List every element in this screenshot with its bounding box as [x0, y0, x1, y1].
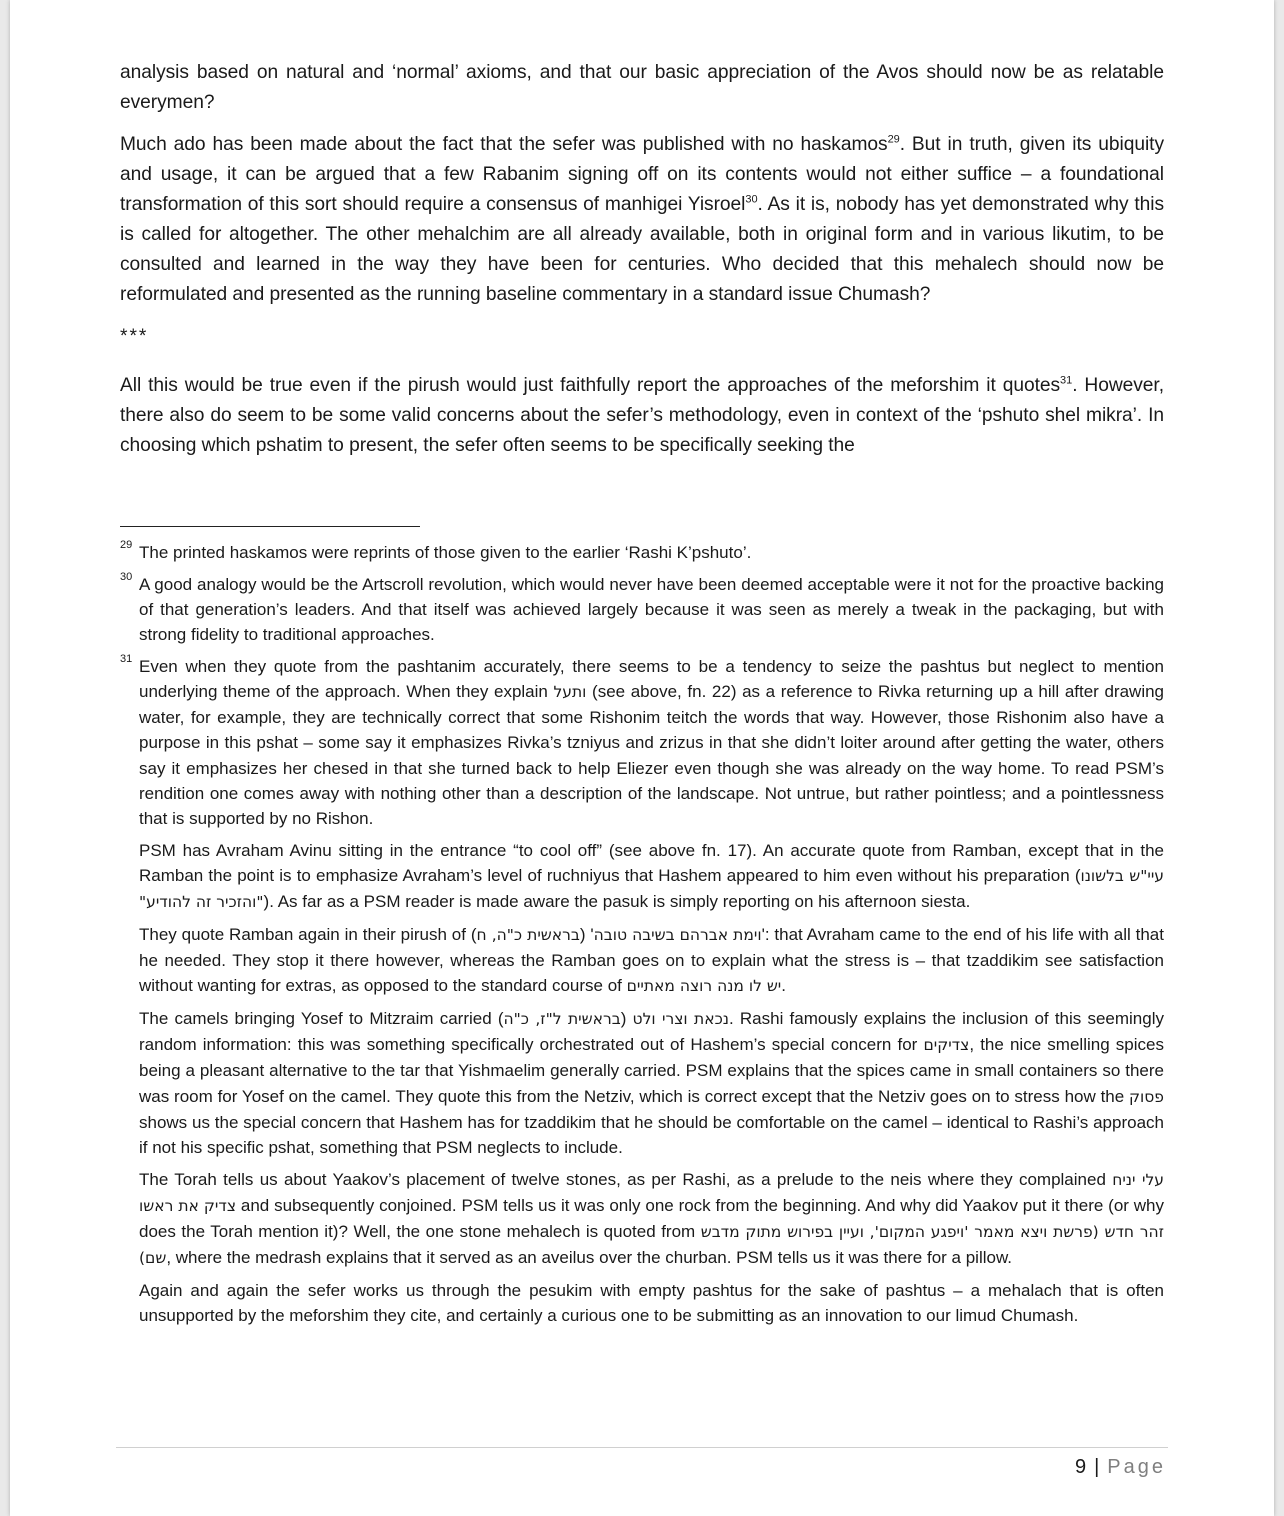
footnote-separator-line — [120, 526, 420, 527]
hebrew-text: ותעל — [553, 683, 587, 702]
footnote-31-paragraph-4 — [139, 1006, 1164, 1160]
footnote-text: (see above, fn. 22) as a reference to Rivka returning up a hill after drawing water, for example, they are technically correct that some Rishonim teitch the words that way. However, those Rishonim also have a purpose in this pshat – some say it emphasizes Rivka’s tzniyus and zrizus in that she didn’t loiter around after getting the water, others say it emphasizes her chesed in that she turned back to help Eliezer even though she was already on the way home. To read PSM’s rendition one comes away with nothing other than a description of the landscape. Not untrue, but rather pointless; and a pointlessness that is supported by no Rishon. — [139, 682, 1165, 829]
body-text — [120, 58, 1164, 473]
paragraph-3-text: . However, there also do seem to be some valid concerns about the sefer’s methodology, even in context of the ‘pshuto shel mikra’. In choosing which pshatim to present, the sefer often seems to be specifically seeking the — [120, 375, 1164, 456]
page-number: 9 — [1074, 1456, 1087, 1478]
footnote-text: ) — [620, 1008, 633, 1028]
hebrew-text: נכאת וצרי ולט — [632, 1009, 729, 1028]
footnote-text: . — [781, 976, 786, 996]
footnote-text: The Torah tells us about Yaakov’s placement of twelve stones, as per Rashi, as a prelude to the neis where they complained — [139, 1169, 1113, 1189]
footnote-31-paragraph-6 — [139, 1278, 1164, 1328]
footnote-text: , where the medrash explains that it served as an aveilus over the churban. PSM tells us it was there for a pillow. — [166, 1248, 1013, 1268]
footnote-number: 31 — [120, 652, 133, 665]
footnote-31-paragraph-3 — [139, 922, 1164, 1000]
footnote-text: PSM has Avraham Avinu sitting in the entrance “to cool off” (see above fn. 17). An accurate quote from Ramban, except that in the Ramban the point is to emphasize Avraham’s level of ruchniyus that Hashem appeared to him even without his preparation ( — [139, 840, 1164, 885]
paragraph-2 — [120, 130, 1164, 310]
hebrew-text: יש לו מנה רוצה מאתיים — [626, 977, 782, 996]
footnote-text: shows us the special concern that Hashem has for tzaddikim that he should be comfortable on the camel – identical to Rashi’s approach if not his specific pshat, something that PSM neglects to include. — [139, 1112, 1164, 1157]
hebrew-text: צדיקים — [923, 1036, 970, 1055]
footnote-text: and subsequently conjoined. PSM tells us it was only one rock from the beginning. And why did Yaakov put it there (or why does the Torah mention it)? Well, the one stone mehalech is quoted from — [139, 1195, 1164, 1242]
footnote-30 — [120, 572, 1164, 648]
footnote-text: They quote Ramban again in their pirush of ( — [139, 924, 477, 944]
footnote-text: The printed haskamos were reprints of those given to the earlier ‘Rashi K’pshuto’. — [139, 543, 752, 562]
footnote-text: Again and again the sefer works us through the pesukim with empty pashtus for the sake of pashtus – a mehalach that is often unsupported by the meforshim they cite, and certainly a curious one to be submitting as an innovation to our limud Chumash. — [139, 1280, 1164, 1326]
footnote-text: . Rashi famously explains the inclusion of this seemingly random information: this was something specifically orchestrated out of Hashem’s special concern for — [139, 1008, 1164, 1055]
page-footer — [1075, 1452, 1166, 1482]
footnote-text: Even when they quote from the pashtanim accurately, there seems to be a tendency to seize the pashtus but neglect to mention underlying theme of the approach. When they explain — [139, 656, 1164, 702]
paragraph-3 — [120, 371, 1164, 461]
paragraph-2-text: Much ado has been made about the fact that the sefer was published with no haskamos — [120, 134, 888, 155]
paragraph-2-text: . But in truth, given its ubiquity and usage, it can be argued that a few Rabanim signing off on its contents would not either suffice – a foundational transformation of this sort should require a consensus of manhigei Yisroel — [120, 134, 1164, 215]
hebrew-text: וימת אברהם בשיבה טובה — [593, 925, 762, 944]
footnote-ref-31[interactable]: 31 — [1060, 374, 1073, 387]
paragraph-2-text: . As it is, nobody has yet demonstrated why this is called for altogether. The other mehalchim are all already available, both in original form and in various likutim, to be consulted and learned in the way they have been for centuries. Who decided that this mehalech should now be reformulated and presented as the running baseline commentary in a standard issue Chumash? — [120, 194, 1164, 305]
document-page — [10, 0, 1274, 1516]
footnote-31-paragraph-5 — [139, 1167, 1164, 1272]
footnote-number: 30 — [120, 570, 133, 583]
footnote-ref-30[interactable]: 30 — [745, 193, 758, 206]
paragraph-1-text: analysis based on natural and ‘normal’ axioms, and that our basic appreciation of the Avos should now be as relatable everymen? — [120, 62, 1164, 113]
footnote-ref-29[interactable]: 29 — [887, 133, 900, 146]
footnote-text: ). As far as a PSM reader is made aware the pasuk is simply reporting on his afternoon siesta. — [263, 892, 971, 912]
page-label: Page — [1107, 1456, 1166, 1478]
footnote-text: , the nice smelling spices being a pleasant alternative to the tar that Yishmaelim generally carried. PSM explains that the spices came in small containers so there was room for Yosef on the camel. They quote this from the Netziv, which is correct except that the Netziv goes on to stress how the — [139, 1035, 1164, 1106]
paragraph-1 — [120, 58, 1164, 118]
hebrew-text: בראשית כ"ה, ח — [476, 925, 580, 944]
footer-line — [116, 1447, 1168, 1448]
hebrew-text: עיי"ש בלשונו "והזכיר זה להודיע" — [139, 866, 1165, 912]
footnote-31-paragraph-2 — [139, 838, 1164, 916]
footnote-31 — [120, 654, 1164, 831]
footnotes — [120, 540, 1164, 1335]
footnote-text: ': that Avraham came to the end of his life with all that he needed. They stop it there however, whereas the Ramban goes on to explain what the stress is – that tzaddikim see satisfaction without wanting for extras, as opposed to the standard course of — [139, 924, 1164, 996]
hebrew-text: בראשית ל"ז, כ"ה — [503, 1009, 621, 1028]
footnote-text: The camels bringing Yosef to Mitzraim carried ( — [139, 1008, 504, 1028]
page-number-separator: | — [1094, 1456, 1100, 1478]
hebrew-text: זהר חדש (פרשת ויצא מאמר 'ויפגע המקום', ועיין בפירוש מתוק מדבש שם) — [139, 1223, 1165, 1268]
footnote-number: 29 — [120, 539, 133, 551]
hebrew-text: עלי יניח צדיק את ראשו — [139, 1170, 1164, 1215]
footnote-text: A good analogy would be the Artscroll revolution, which would never have been deemed acceptable were it not for the proactive backing of that generation’s leaders. And that itself was achieved largely because it was seen as merely a tweak in the packaging, but with strong fidelity to traditional approaches. — [139, 574, 1164, 645]
hebrew-text: פסוק — [1129, 1087, 1164, 1106]
footnote-29 — [120, 540, 1164, 565]
section-separator: *** — [120, 326, 149, 347]
paragraph-3-text: All this would be true even if the pirush would just faithfully report the approaches of the meforshim it quotes — [120, 375, 1061, 396]
footnote-text: ) ' — [579, 924, 594, 944]
